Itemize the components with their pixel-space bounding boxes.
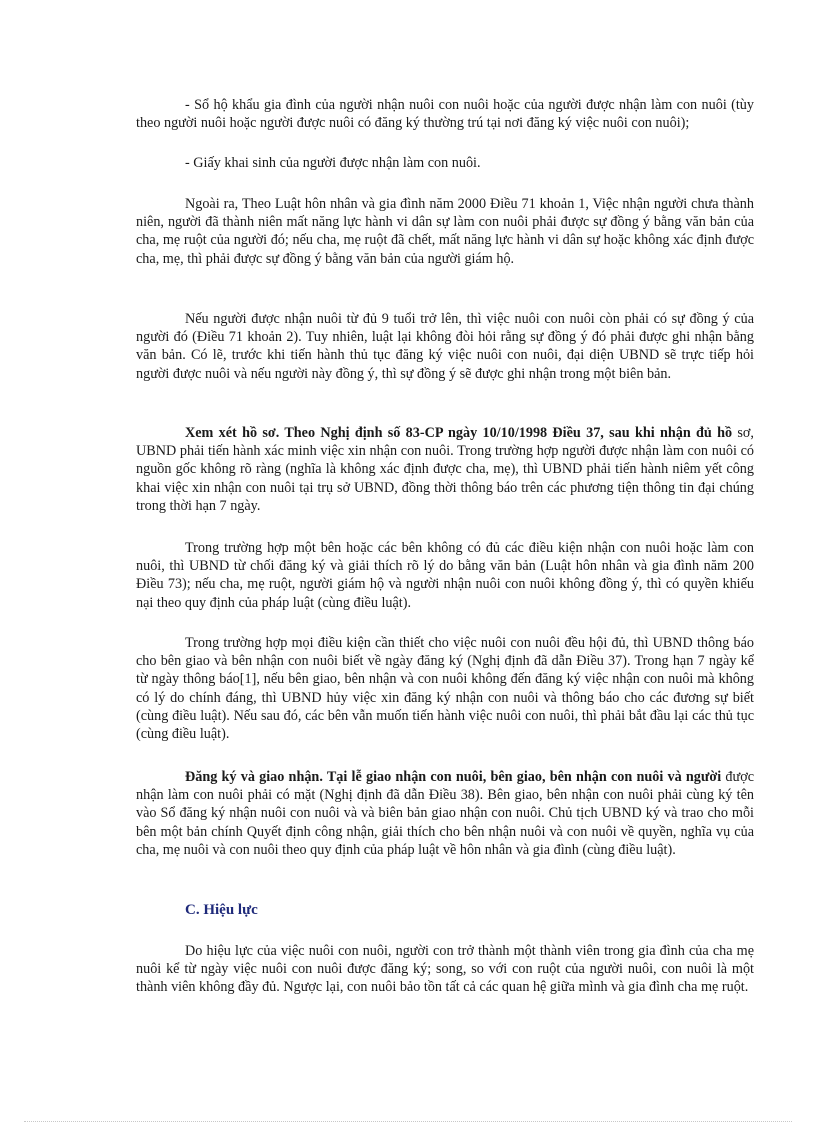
paragraph-handover — [136, 768, 754, 859]
section-heading-effect: C. Hiệu lực — [185, 902, 258, 918]
review-file-text: sơ, UBND phải tiến hành xác minh việc xin nhận con nuôi. Trong trường hợp người được nhận làm con nuôi có nguồn gốc không rõ ràng (nghĩa là không xác định được cha, mẹ), thì UBND phải tiến hành niêm yết công khai việc xin nhận con nuôi tại trụ sở UBND, đồng thời thông báo trên các phương tiện thông tin đại chúng trong thời hạn 7 ngày. — [136, 425, 754, 514]
paragraph-child-consent: Nếu người được nhận nuôi từ đủ 9 tuổi trở lên, thì việc nuôi con nuôi còn phải có sự đồng ý của người đó (Điều 71 khoản 2). Tuy nhiên, luật lại không đòi hỏi rằng sự đồng ý đó phải được ghi nhận bằng văn bản. Có lẽ, trước khi tiến hành thủ tục đăng ký việc nuôi con nuôi, đại diện UBND sẽ trực tiếp hỏi người được nuôi và nếu người này đồng ý, thì sự đồng ý sẽ được ghi nhận trong một biên bản. — [136, 311, 754, 382]
handover-text: được nhận làm con nuôi phải có mặt (Nghị định đã dẫn Điều 38). Bên giao, bên nhận con nuôi phải cùng ký tên vào Sổ đăng ký nhận nuôi con nuôi và và biên bản giao nhận con nuôi. Chủ tịch UBND ký và trao cho mỗi bên một bản chính Quyết định công nhận, giải thích cho bên nhận nuôi và con nuôi về quyền, nghĩa vụ của cha, mẹ nuôi và con nuôi theo quy định của pháp luật về hôn nhân và gia đình (cùng điều luật). — [136, 769, 754, 858]
paragraph-parental-consent: Ngoài ra, Theo Luật hôn nhân và gia đình năm 2000 Điều 71 khoản 1, Việc nhận người chưa thành niên, người đã thành niên mất năng lực hành vi dân sự làm con nuôi phải được sự đồng ý bằng văn bản của cha, mẹ ruột của người đó; nếu cha, mẹ ruột đã chết, mất năng lực hành vi dân sự hoặc không xác định được cha, mẹ, thì phải được sự đồng ý bằng văn bản của người giám hộ. — [136, 196, 754, 267]
page-bottom-divider — [24, 1121, 792, 1122]
paragraph-birth-certificate: - Giấy khai sinh của người được nhận làm con nuôi. — [185, 155, 481, 171]
paragraph-household-book: - Sổ hộ khẩu gia đình của người nhận nuôi con nuôi hoặc của người được nhận làm con nuôi (tùy theo người nuôi hoặc người được nuôi có đăng ký thường trú tại nơi đăng ký việc nuôi con nuôi); — [136, 97, 754, 132]
handover-lead: Đăng ký và giao nhận. Tại lễ giao nhận con nuôi, bên giao, bên nhận con nuôi và người — [185, 769, 722, 785]
paragraph-registration-notice: Trong trường hợp mọi điều kiện cần thiết cho việc nuôi con nuôi đều hội đủ, thì UBND thông báo cho bên giao và bên nhận con nuôi biết về ngày đăng ký (Nghị định đã dẫn Điều 37). Trong hạn 7 ngày kể từ ngày thông báo[1], nếu bên giao, bên nhận và con nuôi không đến đăng ký việc nhận con nuôi mà không có lý do chính đáng, thì UBND hủy việc xin đăng ký nhận con nuôi và thông báo cho các đương sự biết (cùng điều luật). Nếu sau đó, các bên vẫn muốn tiến hành việc nuôi con nuôi, thì phải bắt đầu lại các thủ tục (cùng điều luật). — [136, 635, 754, 743]
paragraph-refusal: Trong trường hợp một bên hoặc các bên không có đủ các điều kiện nhận con nuôi hoặc làm con nuôi, thì UBND từ chối đăng ký và giải thích rõ lý do bằng văn bản (Luật hôn nhân và gia đình năm 200 Điều 73); nếu cha, mẹ ruột, người giám hộ và người nhận nuôi con nuôi không đồng ý, thì có quyền khiếu nại theo quy định của pháp luật (cùng điều luật). — [136, 540, 754, 611]
review-file-lead: Xem xét hồ sơ. Theo Nghị định số 83-CP ngày 10/10/1998 Điều 37, sau khi nhận đủ hồ — [185, 425, 733, 441]
paragraph-review-file — [136, 424, 754, 515]
paragraph-effect: Do hiệu lực của việc nuôi con nuôi, người con trở thành một thành viên trong gia đình của cha mẹ nuôi kể từ ngày việc nuôi con nuôi được đăng ký; song, so với con ruột của người nuôi, con nuôi là một thành viên không đầy đủ. Ngược lại, con nuôi bảo tồn tất cả các quan hệ giữa mình và gia đình cha mẹ ruột. — [136, 943, 754, 996]
